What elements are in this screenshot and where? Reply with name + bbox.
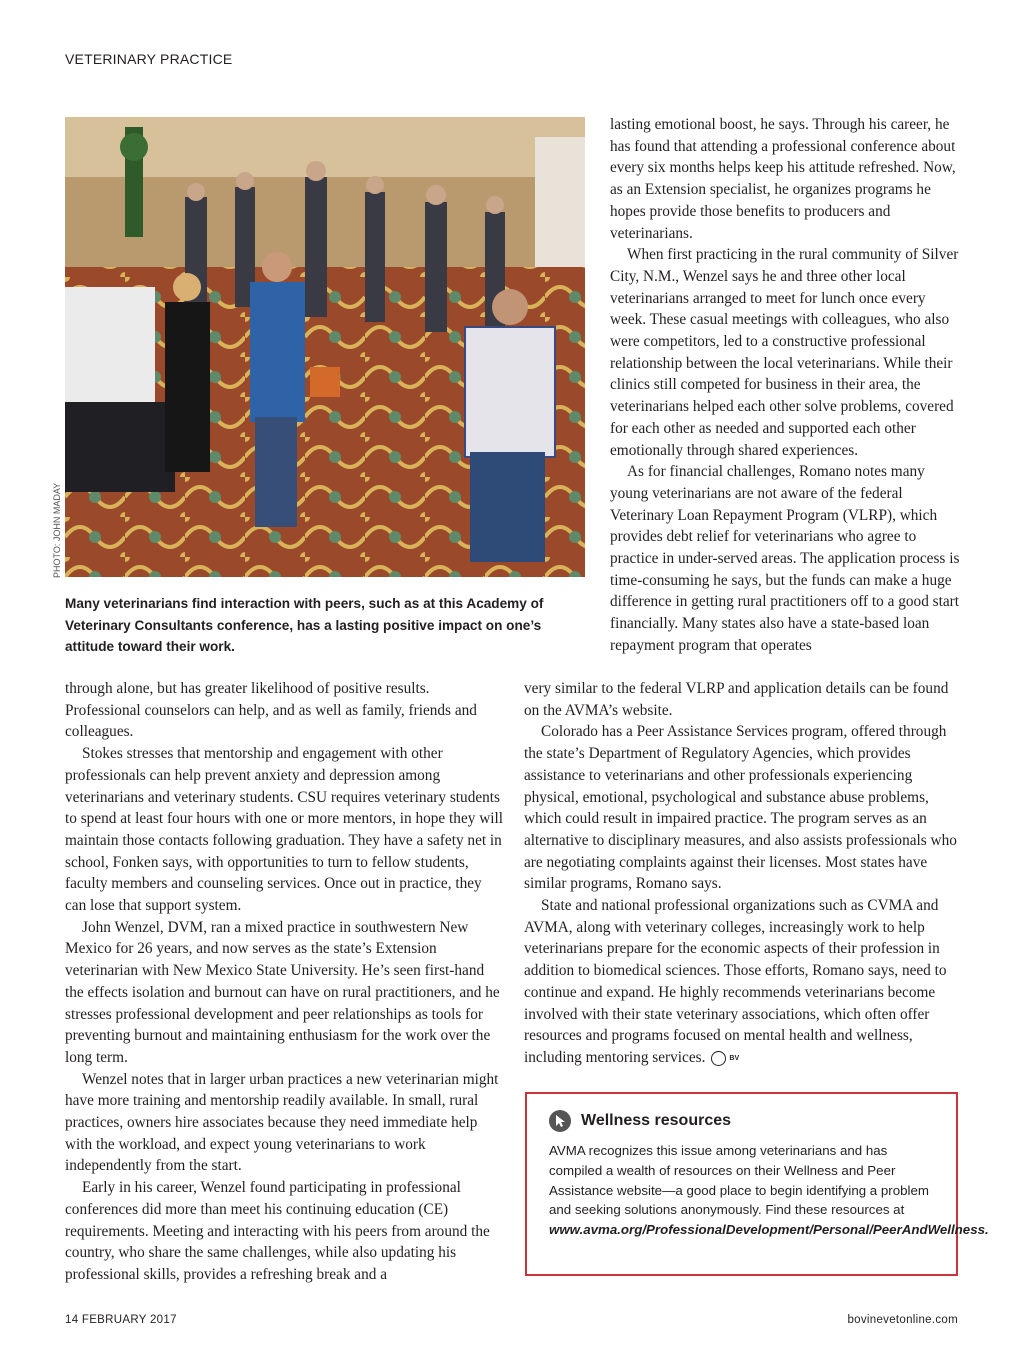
photo-caption: Many veterinarians find interaction with peers, such as at this Academy of Veterinary Consultants conference, has a lasting positive impact on one’s attitude toward their work. <box>65 596 544 654</box>
paragraph: Early in his career, Wenzel found participating in professional conferences did more than meet his continuing education (CE) requirements. Meeting and interacting with his peers from around the country, who share the same challenges, while also updating his professional skills, provides a refreshing break and a <box>65 1179 490 1283</box>
paragraph: Colorado has a Peer Assistance Services program, offered through the state’s Department of Regulatory Agencies, which provides assistance to veterinarians and other professionals experiencing physical, emotional, psychological and substance abuse problems, which could result in impaired practice. The program serves as an alternative to disciplinary measures, and also assists professionals who are negotiating complaints against their licenses. Most states have similar programs, Romano says. <box>524 723 957 893</box>
section-label: VETERINARY PRACTICE <box>65 51 233 67</box>
avma-wellness-link[interactable]: www.avma.org/ProfessionalDevelopment/Personal/PeerAndWellness. <box>549 1222 989 1238</box>
photo-credit: PHOTO: JOHN MADAY <box>52 482 62 578</box>
cursor-arrow-icon <box>549 1110 571 1132</box>
paragraph: When first practicing in the rural community of Silver City, N.M., Wenzel says he and three other local veterinarians arranged to meet for lunch once every week. These casual meetings with colleagues, who also were competitors, led to a constructive professional relationship between the local veterinarians. While their clinics still competed for business in their area, the veterinarians helped each other solve problems, covered for each other as needed and supported each other emotionally through shared experiences. <box>610 246 959 459</box>
paragraph: very similar to the federal VLRP and application details can be found on the AVMA’s website. <box>524 680 949 719</box>
article-column-right-bottom <box>524 678 964 1069</box>
paragraph: John Wenzel, DVM, ran a mixed practice in southwestern New Mexico for 26 years, and now serves as the state’s Extension veterinarian with New Mexico State University. He’s seen first-hand the effects isolation and burnout can have on rural practitioners, and he stresses professional development and peer relationships as tools for preventing burnout and maintaining enthusiasm for the work over the long term. <box>65 918 500 1066</box>
sidebar-body <box>549 1141 989 1240</box>
page-info: 14 FEBRUARY 2017 <box>65 1314 177 1326</box>
article-column-left <box>65 678 505 1286</box>
wellness-resources-box <box>525 1092 989 1276</box>
paragraph: lasting emotional boost, he says. Through his career, he has found that attending a professional conference about every six months helps keep his attitude refreshed. Now, as an Extension specialist, he organizes programs he hopes provide those benefits to producers and veterinarians. <box>610 116 956 242</box>
sidebar-title: Wellness resources <box>581 1112 732 1129</box>
sidebar-header <box>549 1110 934 1132</box>
paragraph-final <box>524 895 964 1069</box>
article-column-right-top <box>610 114 965 657</box>
paragraph: Stokes stresses that mentorship and engagement with other professionals can help prevent anxiety and depression among veterinarians and veterinary students. CSU requires veterinary students to spend at least four hours with one or more mentors, in hope they will maintain those contacts following graduation. They have a safety net in school, Fonken says, with opportunities to turn to fellow students, faculty members and counseling services. Once out in practice, they can lose that support system. <box>65 745 504 915</box>
paragraph: Wenzel notes that in larger urban practices a new veterinarian might have more training and mentorship readily available. In small, rural practices, owners hire associates because they need immediate help with the workload, and expect young veterinarians to work independently from the start. <box>65 1070 499 1175</box>
end-mark-icon: BV <box>711 1051 726 1066</box>
sidebar-body-text: AVMA recognizes this issue among veterinarians and has compiled a wealth of resources on their Wellness and Peer Assistance website—a good place to begin identifying a problem and seeking solutions anonymously. Find these resources at <box>549 1143 929 1218</box>
paragraph-text: State and national professional organizations such as CVMA and AVMA, along with veterinary colleges, increasingly work to help veterinarians prepare for the economic aspects of their profession in addition to biomedical sciences. Those efforts, Romano says, need to continue and expand. He highly recommends veterinarians become involved with their state veterinary associations, which often offer resources and programs focused on mental health and wellness, including mentoring services. <box>524 897 947 1066</box>
conference-photo <box>65 117 585 577</box>
paragraph: through alone, but has greater likelihood of positive results. Professional counselors can help, and as well as family, friends and colleagues. <box>65 680 477 741</box>
website-url: bovinevetonline.com <box>847 1314 958 1326</box>
paragraph: As for financial challenges, Romano notes many young veterinarians are not aware of the federal Veterinary Loan Repayment Program (VLRP), which provides debt relief for veterinarians who agree to practice in under-served areas. The application process is time-consuming he says, but the funds can make a huge difference in getting rural practitioners off to a good start financially. Many states also have a state-based loan repayment program that operates <box>610 463 960 654</box>
